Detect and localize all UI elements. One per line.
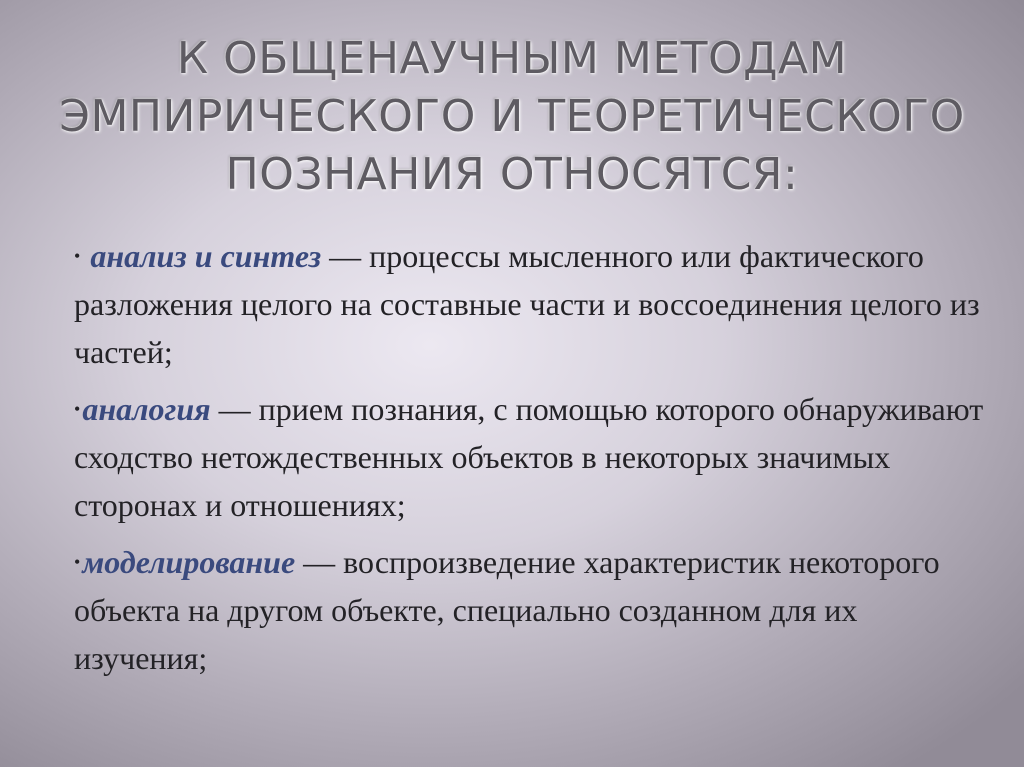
list-item-analogy [74,385,984,529]
dash: — [295,544,344,580]
bullet-icon: • [74,246,81,266]
title-line-3: ПОЗНАНИЯ ОТНОСЯТСЯ: [225,149,799,200]
definition-text: воспроизведение характеристик некоторого объекта на другом объекте, специально созданном для их изучения; [74,544,940,676]
slide-title [40,30,984,204]
definition-text: прием познания, с помощью которого обнаруживают сходство нетождественных объектов в некоторых значимых сторонах и отношениях; [74,391,984,523]
list-item-modeling [74,538,984,682]
dash: — [321,238,370,274]
term-label: анализ и синтез [90,238,322,274]
title-line-1: К ОБЩЕНАУЧНЫМ МЕТОДАМ [176,33,848,84]
term-label: аналогия [82,391,211,427]
title-line-2: ЭМПИРИЧЕСКОГО И ТЕОРЕТИЧЕСКОГО [59,91,965,142]
bullet-list [74,232,984,691]
definition-text: процессы мысленного или фактического разложения целого на составные части и воссоединения целого из частей; [74,238,980,370]
bullet-icon: • [74,399,81,419]
list-item-analysis-synthesis [74,232,984,376]
dash: — [210,391,259,427]
term-label: моделирование [82,544,296,580]
bullet-icon: • [74,552,81,572]
